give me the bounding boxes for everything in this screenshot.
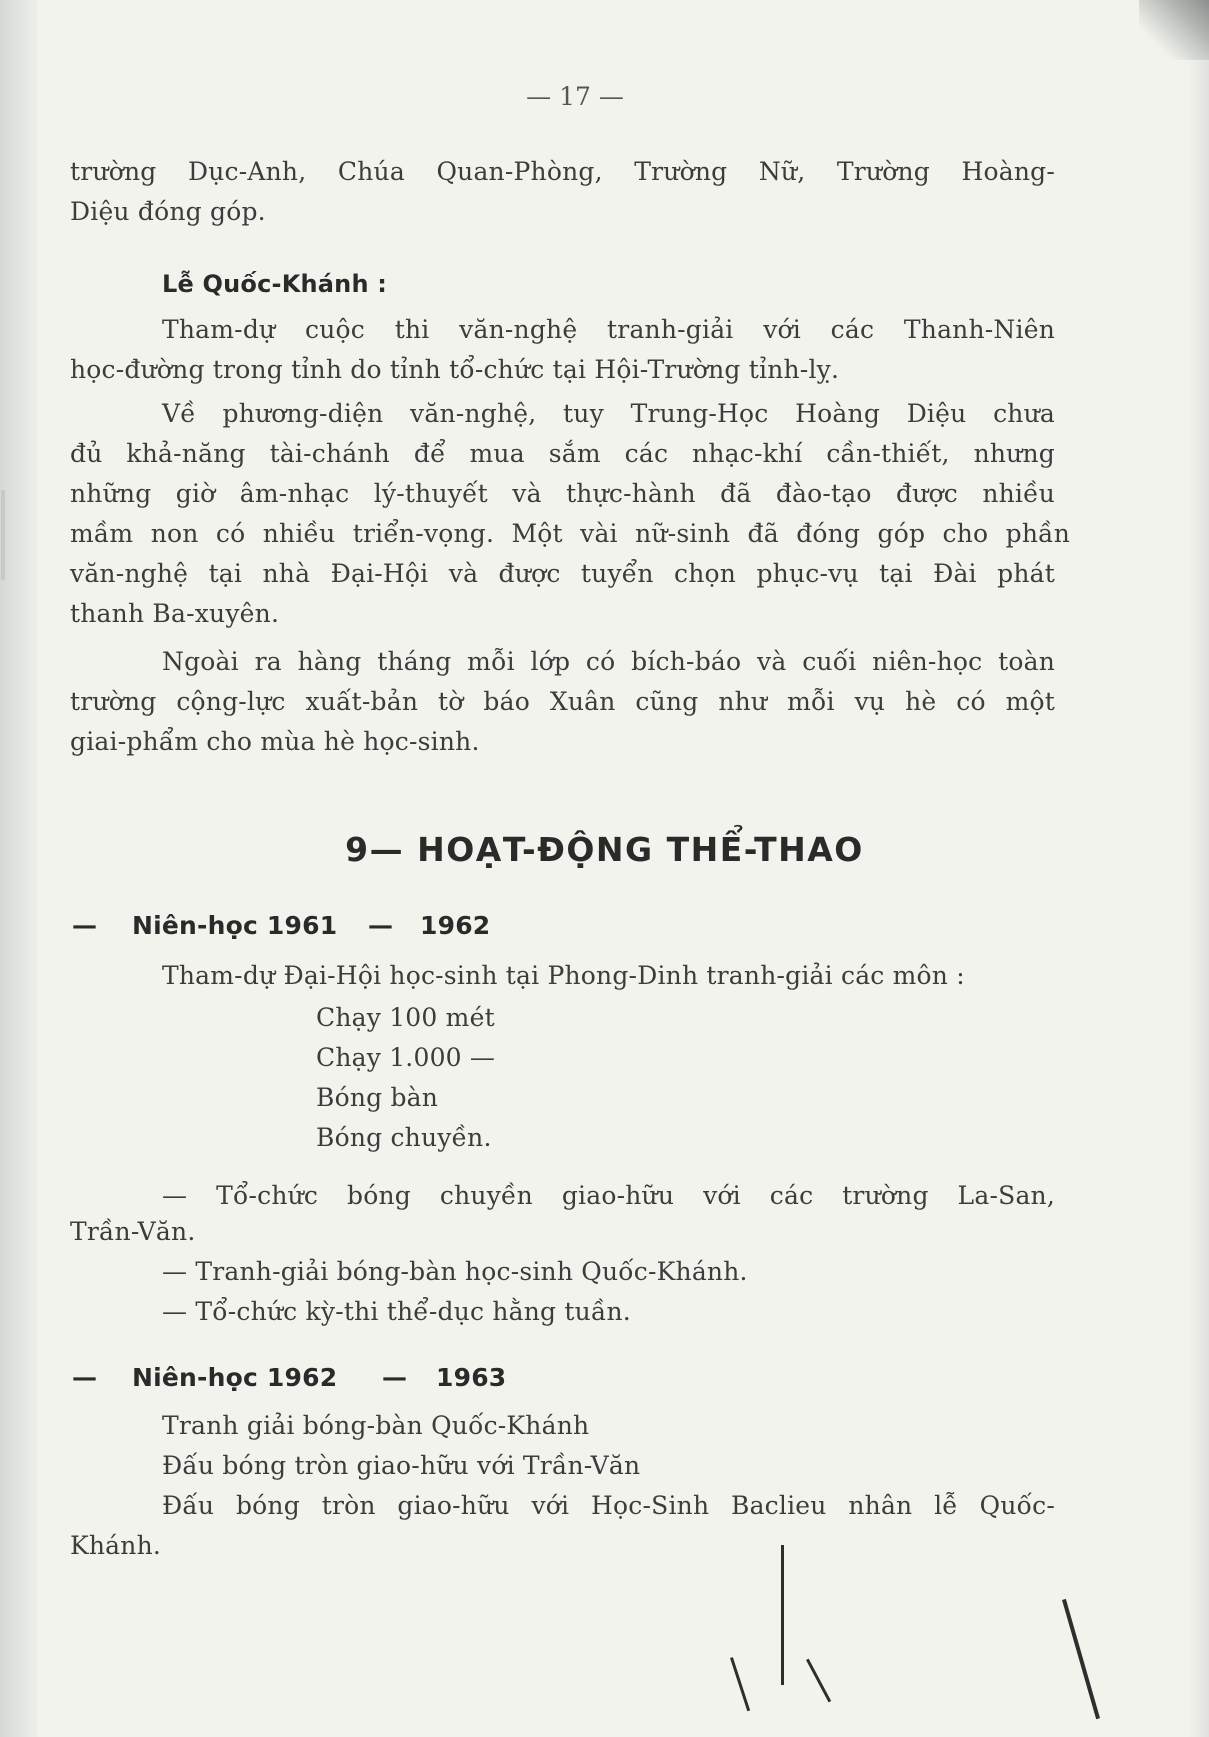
year1-item-1-line-2: Trần-Văn.	[70, 1217, 196, 1246]
year1-intro: Tham-dự Đại-Hội học-sinh tại Phong-Dinh tranh-giải các môn :	[162, 961, 965, 990]
national-day-p1-line-2: học-đường trong tỉnh do tỉnh tổ-chức tại Hội-Trường tỉnh-lỵ.	[70, 355, 840, 384]
year2-label: Niên-học 1962	[132, 1363, 338, 1392]
national-day-heading: Lễ Quốc-Khánh :	[162, 270, 388, 298]
national-day-p2-line-4: mầm non có nhiều triển-vọng. Một vài nữ-sinh đã đóng góp cho phần	[70, 519, 1070, 548]
national-day-p3-line-1: Ngoài ra hàng tháng mỗi lớp có bích-báo và cuối niên-học toàn	[162, 647, 1055, 676]
page-corner-fold	[1139, 0, 1209, 60]
national-day-p1-line-1: Tham-dự cuộc thi văn-nghệ tranh-giải với các Thanh-Niên	[162, 315, 1055, 344]
year1-end: 1962	[420, 911, 491, 940]
national-day-p2-line-2: đủ khả-năng tài-chánh để mua sắm các nhạc-khí cần-thiết, nhưng	[70, 439, 1055, 468]
year1-leading-dash: —	[72, 911, 98, 940]
ink-mark-right-stroke	[1062, 1599, 1100, 1719]
year2-dash: —	[382, 1363, 408, 1392]
year1-event-1: Chạy 100 mét	[316, 1003, 495, 1032]
page-edge-mark	[1, 490, 5, 580]
year2-line-1: Tranh giải bóng-bàn Quốc-Khánh	[162, 1411, 590, 1440]
year1-event-2: Chạy 1.000 —	[316, 1043, 496, 1072]
ink-mark-left-stroke	[730, 1657, 750, 1711]
national-day-p2-line-3: những giờ âm-nhạc lý-thuyết và thực-hành đã đào-tạo được nhiều	[70, 479, 1055, 508]
year2-end: 1963	[436, 1363, 507, 1392]
year1-item-1-line-1: — Tổ-chức bóng chuyền giao-hữu với các trường La-San,	[162, 1181, 1055, 1210]
year2-line-3: Đấu bóng tròn giao-hữu với Học-Sinh Baclieu nhân lễ Quốc-	[162, 1491, 1055, 1520]
intro-line-1: trường Dục-Anh, Chúa Quan-Phòng, Trường Nữ, Trường Hoàng-	[70, 157, 1055, 186]
year1-item-2: — Tranh-giải bóng-bàn học-sinh Quốc-Khánh.	[162, 1257, 748, 1286]
year2-line-4: Khánh.	[70, 1531, 162, 1560]
ink-mark-middle-stroke	[806, 1659, 831, 1703]
ink-mark-vertical	[781, 1545, 784, 1685]
national-day-p2-line-1: Về phương-diện văn-nghệ, tuy Trung-Học Hoàng Diệu chưa	[162, 399, 1055, 428]
year1-label: Niên-học 1961	[132, 911, 338, 940]
intro-line-2: Diệu đóng góp.	[70, 197, 266, 226]
year2-leading-dash: —	[72, 1363, 98, 1392]
year1-event-3: Bóng bàn	[316, 1083, 439, 1112]
national-day-p2-line-5: văn-nghệ tại nhà Đại-Hội và được tuyển chọn phục-vụ tại Đài phát	[70, 559, 1055, 588]
national-day-p2-line-6: thanh Ba-xuyên.	[70, 599, 280, 628]
year1-dash: —	[368, 911, 394, 940]
year1-item-3: — Tổ-chức kỳ-thi thể-dục hằng tuần.	[162, 1297, 631, 1326]
national-day-p3-line-2: trường cộng-lực xuất-bản tờ báo Xuân cũng như mỗi vụ hè có một	[70, 687, 1055, 716]
year1-event-4: Bóng chuyền.	[316, 1123, 492, 1152]
page-number: — 17 —	[526, 82, 624, 111]
national-day-p3-line-3: giai-phẩm cho mùa hè học-sinh.	[70, 727, 480, 756]
year2-line-2: Đấu bóng tròn giao-hữu với Trần-Văn	[162, 1451, 641, 1480]
section-heading: 9— HOẠT-ĐỘNG THỂ-THAO	[345, 830, 864, 869]
